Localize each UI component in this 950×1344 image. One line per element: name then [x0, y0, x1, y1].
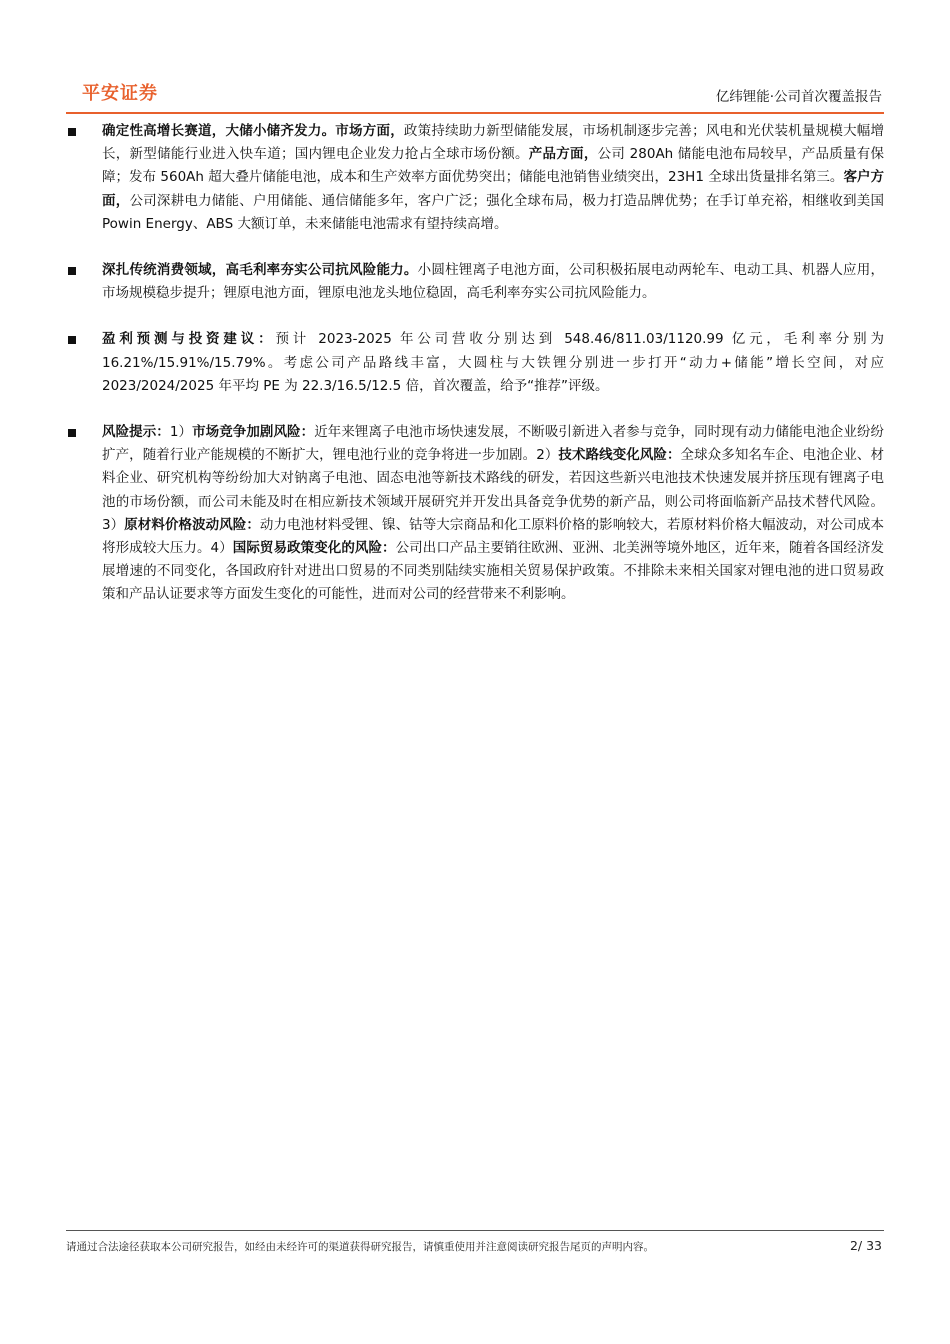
bold-heading-text: 风险提示： [102, 424, 170, 441]
body-text: 预计 2023-2025 年公司营收分别达到 548.46/811.03/1120.99 亿元，毛利率分别为 16.21%/15.91%/15.79%。考虑公司产品路线丰富，大圆柱与大铁锂分别进一步打开“动力+储能”增长空间，对应 2023/2024/2025 年平均 PE 为 22.3/16.5/12.5 倍，首次覆盖，给予“推荐”评级。 [102, 331, 884, 394]
bold-heading-text: 市场竞争加剧风险： [192, 424, 315, 441]
summary-bullet [66, 120, 884, 236]
body-text: 公司 280Ah 储能电池布局较早，产品质量有保障；发布 560Ah 超大叠片储能电池，成本和生产效率方面优势突出；储能电池销售业绩突出，23H1 全球出货量排名第三。 [102, 146, 885, 186]
report-body [66, 120, 884, 630]
body-text: 1） [169, 424, 193, 441]
body-text: 动力电池材料受锂、镍、钴等大宗商品和化工原料价格的影响较大，若原材料价格大幅波动，对公司成本将形成较大压力。4） [102, 516, 885, 557]
square-bullet-icon [68, 336, 76, 344]
bold-heading-text: 产品方面， [528, 146, 598, 163]
company-logo: 平安证券 [82, 83, 158, 104]
body-text: 全球众多知名车企、电池企业、材料企业、研究机构等纷纷加大对钠离子电池、固态电池等新技术路线的研发，若因这些新兴电池技术快速发展并挤压现有锂离子电池的市场份额，而公司未能及时在相应新技术领域开展研究并开发出具备竞争优势的新产品，则公司将面临新产品技术替代风险。3） [102, 447, 885, 533]
body-text: 政策持续助力新型储能发展，市场机制逐步完善；风电和光伏装机量规模大幅增长，新型储能行业进入快车道；国内锂电企业发力抢占全球市场份额。 [102, 123, 885, 163]
bold-heading-text: 深扎传统消费领域，高毛利率夯实公司抗风险能力。 [102, 262, 418, 279]
bullet-text [102, 262, 884, 301]
summary-bullet [66, 328, 884, 398]
bold-heading-text: 客户方面， [102, 169, 884, 209]
summary-bullet [66, 259, 884, 305]
report-title: 亿纬锂能·公司首次覆盖报告 [715, 89, 882, 105]
bold-heading-text: 技术路线变化风险： [558, 447, 681, 464]
bold-heading-text: 国际贸易政策变化的风险： [232, 540, 396, 557]
body-text: 公司出口产品主要销往欧洲、亚洲、北美洲等境外地区，近年来，随着各国经济发展增速的不同变化，各国政府针对进出口贸易的不同类别陆续实施相关贸易保护政策。不排除未来相关国家对锂电池的进口贸易政策和产品认证要求等方面发生变化的可能性，进而对公司的经营带来不利影响。 [102, 540, 885, 603]
summary-bullet [66, 421, 884, 607]
square-bullet-icon [68, 429, 76, 437]
body-text: 近年来锂离子电池市场快速发展，不断吸引新进入者参与竞争，同时现有动力储能电池企业纷纷扩产，随着行业产能规模的不断扩大，锂电池行业的竞争将进一步加剧。2） [102, 424, 885, 464]
page-number: 2/ 33 [849, 1238, 882, 1253]
body-text: 公司深耕电力储能、户用储能、通信储能多年，客户广泛；强化全球布局，极力打造品牌优势；在手订单充裕，相继收到美国 Powin Energy、ABS 大额订单，未来储能电池需求有望持续高增。 [102, 192, 885, 232]
bold-heading-text: 确定性高增长赛道，大储小储齐发力。 [102, 123, 336, 139]
bullet-text [102, 123, 884, 232]
bold-heading-text: 市场方面， [335, 123, 404, 139]
bold-heading-text: 原材料价格波动风险： [124, 516, 260, 533]
header-divider [66, 112, 884, 114]
footer-divider [66, 1230, 884, 1231]
bullet-text [102, 331, 884, 393]
square-bullet-icon [68, 267, 76, 275]
footer-disclaimer: 请通过合法途径获取本公司研究报告，如经由未经许可的渠道获得研究报告，请慎重使用并注意阅读研究报告尾页的声明内容。 [66, 1241, 654, 1253]
square-bullet-icon [68, 128, 76, 136]
body-text: 小圆柱锂离子电池方面，公司积极拓展电动两轮车、电动工具、机器人应用，市场规模稳步提升；锂原电池方面，锂原电池龙头地位稳固，高毛利率夯实公司抗风险能力。 [102, 262, 885, 302]
bullet-text [102, 424, 884, 602]
bold-heading-text: 盈利预测与投资建议： [102, 331, 276, 348]
